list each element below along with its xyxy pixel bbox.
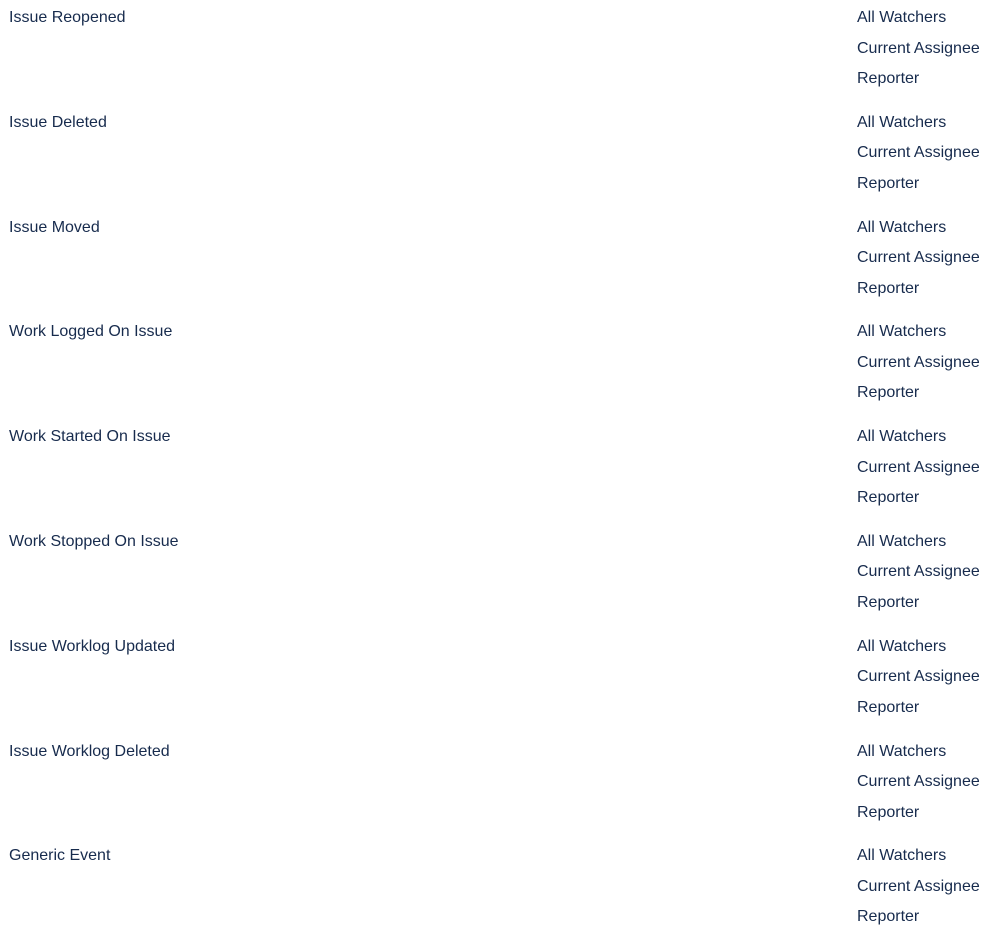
- event-name: Work Logged On Issue: [9, 323, 173, 341]
- notification-recipient: Current Assignee: [857, 458, 980, 476]
- table-row: [0, 629, 999, 734]
- notification-list: [857, 3, 999, 94]
- notification-recipient: Reporter: [857, 803, 920, 821]
- notification-list: [857, 213, 999, 304]
- notification-recipient: All Watchers: [857, 637, 947, 655]
- notification-recipient: Current Assignee: [857, 877, 980, 895]
- notification-recipient: All Watchers: [857, 323, 947, 341]
- table-row: [0, 105, 999, 210]
- notification-list: [857, 841, 999, 932]
- event-name: Work Stopped On Issue: [9, 532, 179, 550]
- table-row: [0, 734, 999, 839]
- notification-recipient: Current Assignee: [857, 144, 980, 162]
- notification-recipient: Current Assignee: [857, 773, 980, 791]
- notification-recipient: Reporter: [857, 698, 920, 716]
- notification-recipient: All Watchers: [857, 532, 947, 550]
- notification-list: [857, 737, 999, 828]
- notification-list: [857, 422, 999, 513]
- notification-recipient: Current Assignee: [857, 249, 980, 267]
- notification-recipient: All Watchers: [857, 9, 947, 26]
- notification-recipient: Reporter: [857, 489, 920, 507]
- table-row: [0, 524, 999, 629]
- notification-recipient: Current Assignee: [857, 668, 980, 686]
- notification-list: [857, 108, 999, 199]
- notification-recipient: Current Assignee: [857, 563, 980, 581]
- table-row: [0, 210, 999, 315]
- notification-recipient: All Watchers: [857, 113, 947, 131]
- event-name: Work Started On Issue: [9, 428, 171, 446]
- notification-recipient: All Watchers: [857, 742, 947, 760]
- notification-recipient: Reporter: [857, 174, 920, 192]
- event-name: Issue Moved: [9, 218, 100, 236]
- notification-list: [857, 632, 999, 723]
- notification-list: [857, 317, 999, 408]
- event-name: Issue Reopened: [9, 9, 126, 26]
- table-row: [0, 838, 999, 943]
- notification-recipient: All Watchers: [857, 218, 947, 236]
- table-row: [0, 0, 999, 105]
- table-row: [0, 314, 999, 419]
- notification-recipient: Reporter: [857, 384, 920, 402]
- table-row: [0, 419, 999, 524]
- notification-recipient: Current Assignee: [857, 39, 980, 57]
- notification-recipient: All Watchers: [857, 428, 947, 446]
- event-name: Issue Worklog Deleted: [9, 742, 170, 760]
- notification-recipient: Current Assignee: [857, 353, 980, 371]
- notification-recipient: All Watchers: [857, 847, 947, 865]
- event-name: Issue Worklog Updated: [9, 637, 176, 655]
- event-name: Generic Event: [9, 847, 111, 865]
- notification-recipient: Reporter: [857, 593, 920, 611]
- notification-recipient: Reporter: [857, 70, 920, 87]
- notification-recipient: Reporter: [857, 279, 920, 297]
- event-name: Issue Deleted: [9, 113, 107, 131]
- notification-recipient: Reporter: [857, 908, 920, 926]
- notification-list: [857, 527, 999, 618]
